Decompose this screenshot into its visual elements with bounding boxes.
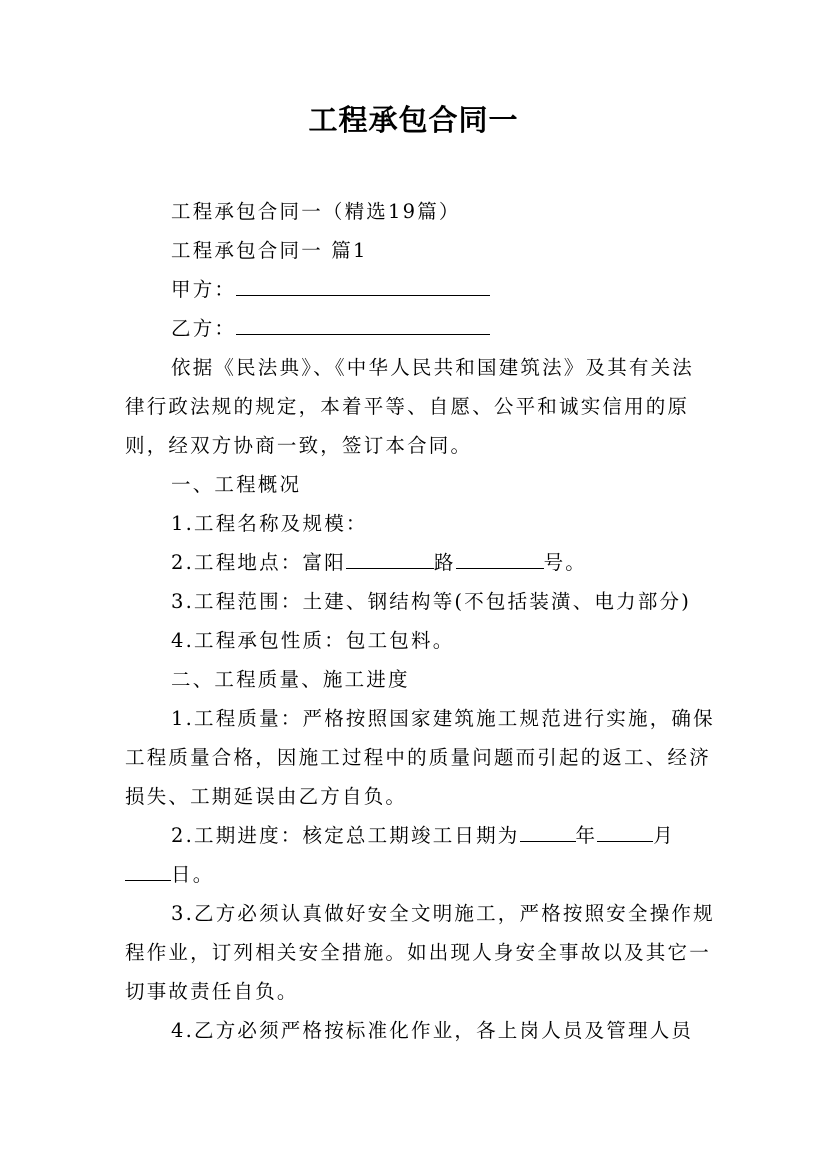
party-b-blank	[236, 314, 490, 335]
clause-2-2	[125, 816, 715, 894]
part1-heading: 一、工程概况	[171, 473, 302, 496]
intro-paragraph: 依据《民法典》、《中华人民共和国建筑法》及其有关法律行政法规的规定，本着平等、自愿、公平和诚实信用的原则，经双方协商一致，签订本合同。	[125, 356, 695, 457]
document-title: 工程承包合同一	[308, 103, 519, 137]
clause-2-4: 4.乙方必须严格按标准化作业，各上岗人员及管理人员	[171, 1019, 694, 1042]
clause-1-2-text-b: 路	[433, 551, 456, 574]
party-b-label: 乙方：	[171, 317, 237, 340]
clause-2-2-text-c: 月	[653, 824, 675, 847]
clause-2-2-text-d: 日。	[171, 863, 215, 886]
subtitle: 工程承包合同一（精选19篇）	[171, 200, 461, 223]
party-a-label: 甲方：	[171, 278, 237, 301]
section-heading: 工程承包合同一 篇1	[171, 239, 368, 262]
clause-2-2-text-b: 年	[575, 824, 598, 847]
party-a-blank	[236, 275, 490, 296]
clause-1-2-text-a: 2.工程地点：富阳	[171, 551, 346, 574]
document-body	[125, 192, 715, 1050]
clause-2-1: 1.工程质量：严格按照国家建筑施工规范进行实施，确保工程质量合格，因施工过程中的质量问题而引起的返工、经济损失、工期延误由乙方自负。	[125, 707, 715, 808]
clause-1-1: 1.工程名称及规模：	[171, 512, 368, 535]
clause-1-2-text-c: 号。	[543, 551, 588, 574]
clause-2-2-text-a: 2.工期进度：核定总工期竣工日期为	[171, 824, 520, 847]
year-blank	[520, 821, 576, 842]
clause-1-4: 4.工程承包性质：包工包料。	[171, 629, 455, 652]
part2-heading: 二、工程质量、施工进度	[171, 668, 410, 691]
party-a-line	[125, 270, 715, 309]
day-blank	[125, 860, 171, 881]
clause-1-2	[125, 543, 715, 582]
party-b-line	[125, 309, 715, 348]
number-blank	[456, 548, 544, 569]
road-blank	[346, 548, 434, 569]
clause-1-3: 3.工程范围：土建、钢结构等(不包括装潢、电力部分)	[171, 590, 692, 613]
month-blank	[597, 821, 653, 842]
clause-2-3: 3.乙方必须认真做好安全文明施工，严格按照安全操作规程作业，订列相关安全措施。如出现人身安全事故以及其它一切事故责任自负。	[125, 902, 715, 1003]
